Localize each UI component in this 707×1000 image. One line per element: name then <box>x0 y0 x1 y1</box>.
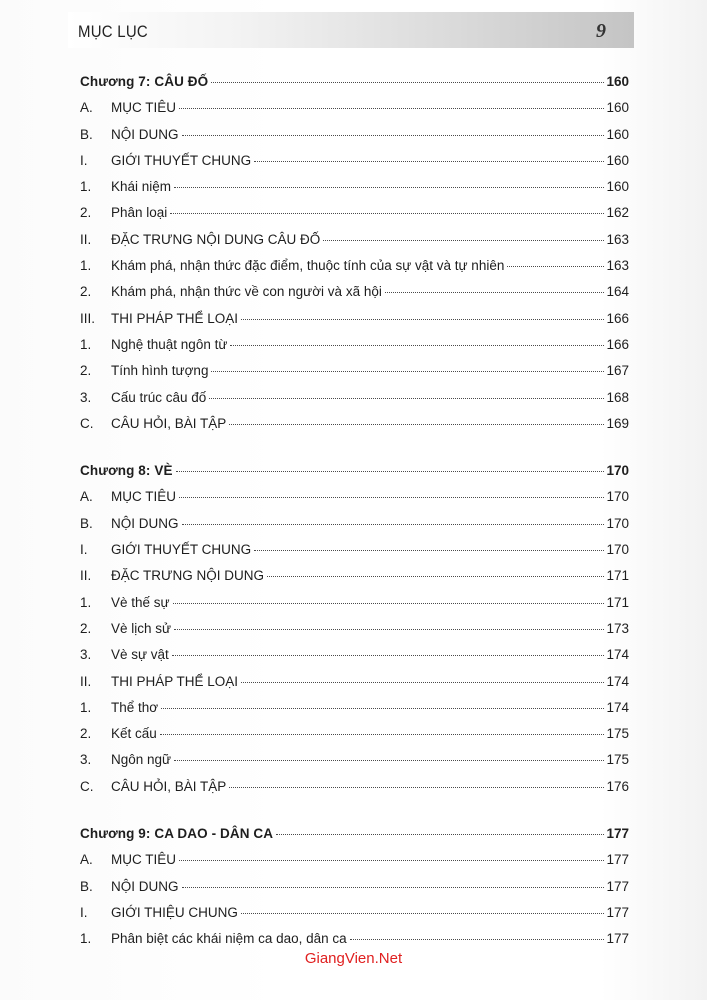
entry-number: 1. <box>80 179 92 195</box>
entry-title: Vè lịch sử <box>111 620 172 636</box>
toc-entry-row <box>80 621 629 647</box>
entry-title: ĐẶC TRƯNG NỘI DUNG CÂU ĐỐ <box>111 231 321 247</box>
entry-page-number: 164 <box>606 284 629 300</box>
entry-number: A. <box>80 100 93 116</box>
entry-title: THI PHÁP THỂ LOẠI <box>111 310 239 326</box>
dot-leader <box>211 82 604 83</box>
toc-entry-row <box>80 284 629 310</box>
dot-leader <box>385 292 605 293</box>
dot-leader <box>170 213 604 214</box>
toc-entry-row <box>80 542 629 568</box>
entry-title: NỘI DUNG <box>111 126 179 142</box>
table-of-contents <box>80 74 629 958</box>
entry-page-number: 177 <box>606 852 629 868</box>
entry-page-number: 160 <box>606 152 629 168</box>
entry-page-number: 166 <box>606 310 629 326</box>
dot-leader <box>160 734 605 735</box>
entry-number: C. <box>80 778 94 794</box>
entry-number: B. <box>80 126 93 142</box>
entry-page-number: 171 <box>606 594 629 610</box>
toc-chapter-row <box>80 826 629 852</box>
entry-page-number: 171 <box>606 568 629 584</box>
toc-entry-row <box>80 595 629 621</box>
entry-title: Kết cấu <box>111 726 157 742</box>
entry-title: Cấu trúc câu đố <box>111 389 207 405</box>
toc-entry-row <box>80 100 629 126</box>
chapter-title: Chương 8: VÈ <box>80 463 173 479</box>
dot-leader <box>241 682 604 683</box>
chapter-page-number: 177 <box>606 826 629 842</box>
dot-leader <box>182 524 605 525</box>
entry-page-number: 169 <box>606 415 629 431</box>
entry-number: I. <box>80 542 88 558</box>
entry-page-number: 160 <box>606 100 629 116</box>
entry-page-number: 166 <box>606 336 629 352</box>
toc-entry-row <box>80 311 629 337</box>
entry-page-number: 177 <box>606 931 629 947</box>
entry-title: Vè sự vật <box>111 647 169 663</box>
entry-number: B. <box>80 515 93 531</box>
toc-section <box>80 463 629 805</box>
entry-number: 1. <box>80 594 92 610</box>
entry-number: 1. <box>80 258 92 274</box>
dot-leader <box>174 760 604 761</box>
entry-title: MỤC TIÊU <box>111 852 177 868</box>
entry-title: GIỚI THIỆU CHUNG <box>111 904 238 920</box>
entry-title: NỘI DUNG <box>111 515 179 531</box>
dot-leader <box>230 345 604 346</box>
entry-title: MỤC TIÊU <box>111 489 177 505</box>
entry-page-number: 174 <box>606 699 629 715</box>
entry-page-number: 170 <box>606 515 629 531</box>
entry-title: THI PHÁP THỂ LOẠI <box>111 673 239 689</box>
entry-page-number: 168 <box>606 389 629 405</box>
running-header-title: MỤC LỤC <box>78 22 149 41</box>
entry-number: II. <box>80 231 92 247</box>
entry-page-number: 167 <box>606 363 629 379</box>
entry-title: NỘI DUNG <box>111 878 179 894</box>
toc-entry-row <box>80 232 629 258</box>
toc-entry-row <box>80 879 629 905</box>
entry-page-number: 163 <box>606 231 629 247</box>
entry-title: Ngôn ngữ <box>111 752 172 768</box>
entry-number: A. <box>80 852 93 868</box>
toc-entry-row <box>80 516 629 542</box>
dot-leader <box>182 887 605 888</box>
entry-page-number: 160 <box>606 179 629 195</box>
entry-page-number: 177 <box>606 904 629 920</box>
entry-title: Thể thơ <box>111 699 159 715</box>
entry-number: 1. <box>80 336 92 352</box>
entry-title: Tính hình tượng <box>111 363 209 379</box>
entry-title: MỤC TIÊU <box>111 100 177 116</box>
entry-number: C. <box>80 415 94 431</box>
dot-leader <box>179 497 604 498</box>
toc-entry-row <box>80 127 629 153</box>
dot-leader <box>172 655 605 656</box>
watermark-text: GiangVien.Net <box>304 950 403 967</box>
entry-number: II. <box>80 673 92 689</box>
chapter-title: Chương 7: CÂU ĐỐ <box>80 74 209 89</box>
entry-number: 2. <box>80 284 92 300</box>
entry-page-number: 175 <box>606 752 629 768</box>
toc-entry-row <box>80 905 629 931</box>
toc-entry-row <box>80 416 629 442</box>
entry-title: Khái niệm <box>111 179 172 195</box>
entry-number: II. <box>80 568 92 584</box>
dot-leader <box>229 787 604 788</box>
dot-leader <box>182 135 605 136</box>
dot-leader <box>229 424 604 425</box>
entry-title: ĐẶC TRƯNG NỘI DUNG <box>111 568 265 584</box>
toc-entry-row <box>80 363 629 389</box>
dot-leader <box>276 834 604 835</box>
entry-page-number: 174 <box>606 647 629 663</box>
entry-title: Vè thế sự <box>111 594 170 610</box>
entry-title: GIỚI THUYẾT CHUNG <box>111 152 252 168</box>
dot-leader <box>350 939 605 940</box>
dot-leader <box>254 550 604 551</box>
entry-page-number: 170 <box>606 542 629 558</box>
entry-number: I. <box>80 152 88 168</box>
entry-number: B. <box>80 878 93 894</box>
entry-number: 1. <box>80 931 92 947</box>
entry-title: Phân loại <box>111 205 168 221</box>
dot-leader <box>211 371 604 372</box>
header-bar <box>68 12 634 48</box>
dot-leader <box>179 860 604 861</box>
toc-entry-row <box>80 700 629 726</box>
entry-number: 2. <box>80 363 92 379</box>
toc-entry-row <box>80 568 629 594</box>
entry-page-number: 162 <box>606 205 629 221</box>
toc-entry-row <box>80 726 629 752</box>
toc-entry-row <box>80 205 629 231</box>
dot-leader <box>161 708 604 709</box>
toc-entry-row <box>80 337 629 363</box>
entry-number: 2. <box>80 726 92 742</box>
dot-leader <box>323 240 604 241</box>
toc-section <box>80 74 629 442</box>
entry-title: GIỚI THUYẾT CHUNG <box>111 542 252 558</box>
page-number: 9 <box>596 20 606 42</box>
dot-leader <box>241 913 605 914</box>
toc-entry-row <box>80 852 629 878</box>
dot-leader <box>174 187 604 188</box>
chapter-title: Chương 9: CA DAO - DÂN CA <box>80 826 274 842</box>
toc-entry-row <box>80 390 629 416</box>
dot-leader <box>179 108 604 109</box>
entry-number: 3. <box>80 752 92 768</box>
toc-entry-row <box>80 674 629 700</box>
dot-leader <box>176 471 605 472</box>
toc-chapter-row <box>80 74 629 100</box>
toc-section <box>80 826 629 957</box>
entry-title: CÂU HỎI, BÀI TẬP <box>111 778 227 794</box>
dot-leader <box>174 629 604 630</box>
dot-leader <box>209 398 604 399</box>
dot-leader <box>507 266 604 267</box>
dot-leader <box>241 319 604 320</box>
entry-title: Nghệ thuật ngôn từ <box>111 336 228 352</box>
entry-title: Phân biệt các khái niệm ca dao, dân ca <box>111 931 347 947</box>
entry-page-number: 176 <box>606 778 629 794</box>
entry-number: I. <box>80 904 88 920</box>
entry-number: 2. <box>80 205 92 221</box>
entry-page-number: 174 <box>606 673 629 689</box>
dot-leader <box>267 576 604 577</box>
toc-chapter-row <box>80 463 629 489</box>
entry-title: Khám phá, nhận thức về con người và xã hội <box>111 284 382 300</box>
entry-number: 3. <box>80 647 92 663</box>
toc-entry-row <box>80 153 629 179</box>
entry-number: 3. <box>80 389 92 405</box>
toc-entry-row <box>80 752 629 778</box>
chapter-page-number: 170 <box>606 463 629 479</box>
toc-entry-row <box>80 258 629 284</box>
toc-entry-row <box>80 489 629 515</box>
toc-entry-row <box>80 779 629 805</box>
entry-page-number: 177 <box>606 878 629 894</box>
entry-number: 1. <box>80 699 92 715</box>
entry-title: CÂU HỎI, BÀI TẬP <box>111 415 227 431</box>
toc-entry-row <box>80 179 629 205</box>
chapter-page-number: 160 <box>606 74 629 89</box>
entry-page-number: 170 <box>606 489 629 505</box>
entry-number: III. <box>80 310 96 326</box>
dot-leader <box>254 161 604 162</box>
entry-page-number: 173 <box>606 620 629 636</box>
entry-number: 2. <box>80 620 92 636</box>
entry-page-number: 163 <box>606 258 629 274</box>
entry-page-number: 160 <box>606 126 629 142</box>
entry-number: A. <box>80 489 93 505</box>
toc-entry-row <box>80 647 629 673</box>
entry-title: Khám phá, nhận thức đặc điểm, thuộc tính của sự vật và tự nhiên <box>111 258 505 274</box>
dot-leader <box>173 603 605 604</box>
entry-page-number: 175 <box>606 726 629 742</box>
